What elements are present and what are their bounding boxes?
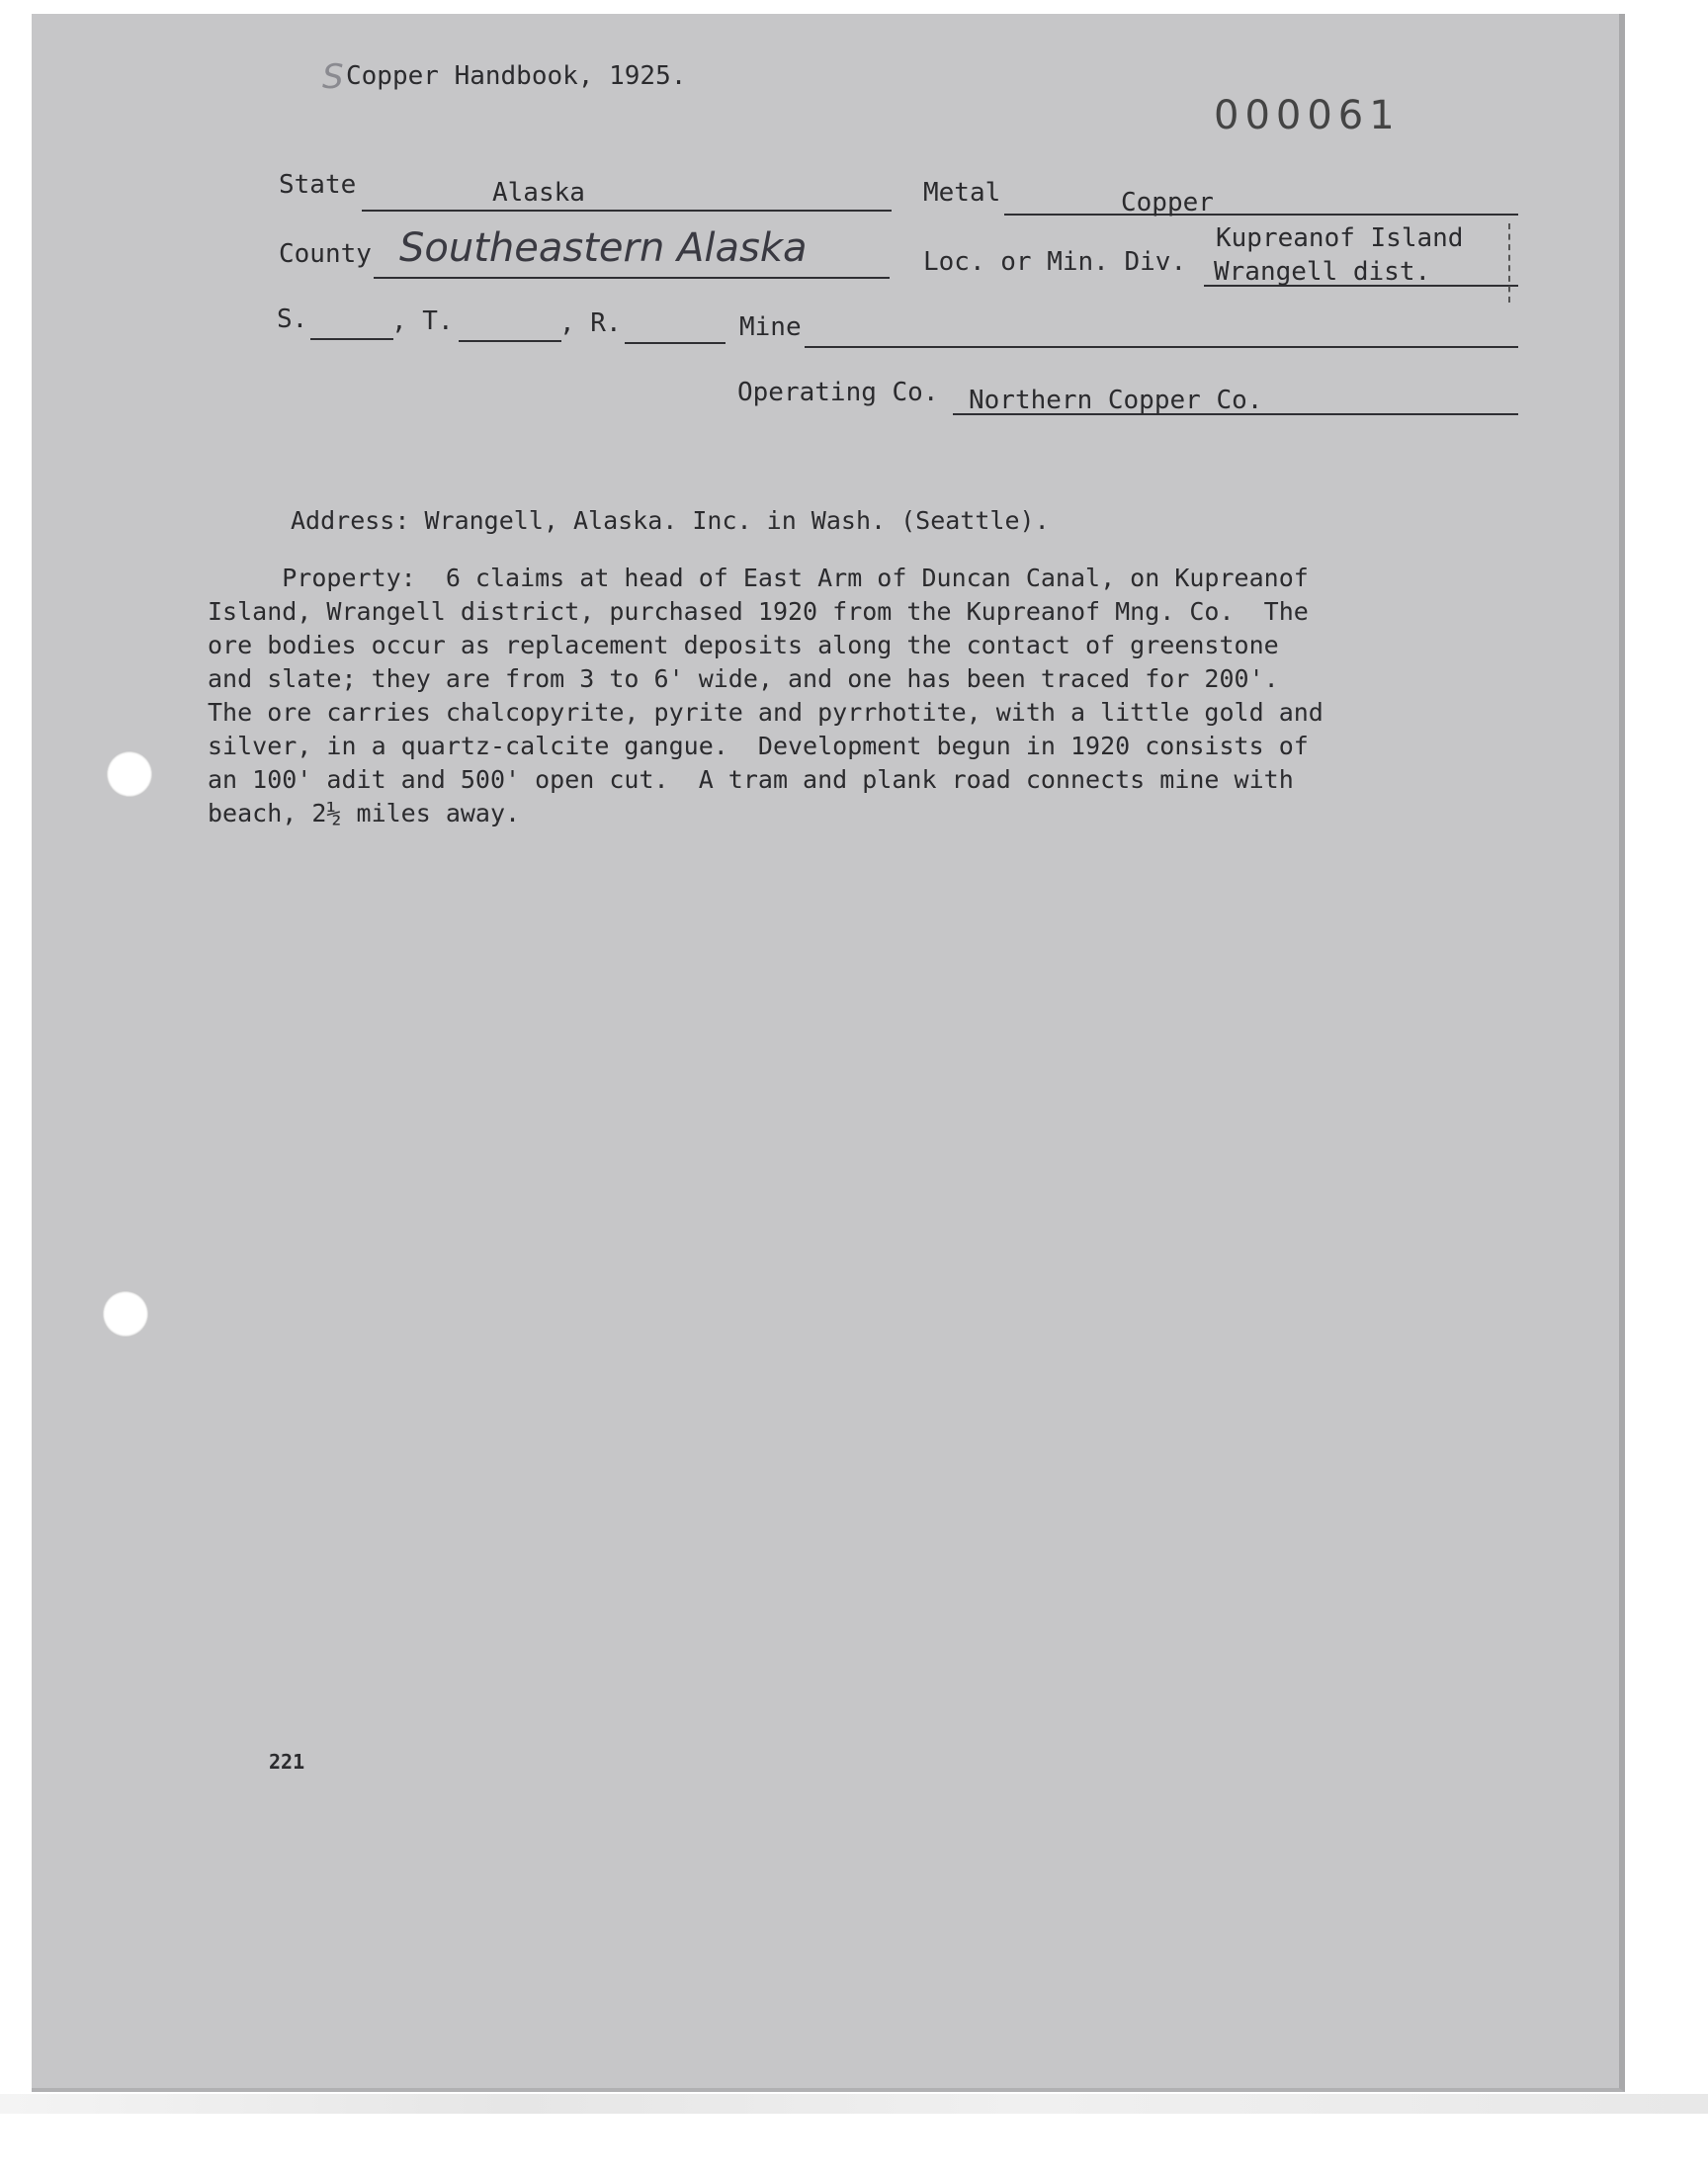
state-underline xyxy=(362,210,892,212)
range-underline xyxy=(625,342,726,344)
source-title: Copper Handbook, 1925. xyxy=(346,61,687,91)
property-paragraph xyxy=(208,562,1453,830)
state-label: State xyxy=(279,170,357,200)
property-line: an 100' adit and 500' open cut. A tram and plank road connects mine with xyxy=(208,765,1294,794)
document-number: 000061 xyxy=(1214,93,1401,138)
property-line: Island, Wrangell district, purchased 1920 from the Kupreanof Mng. Co. The xyxy=(208,597,1309,626)
metal-label: Metal xyxy=(923,178,1001,208)
county-label: County xyxy=(279,239,372,269)
range-label: , R. xyxy=(559,308,622,338)
mine-underline xyxy=(805,346,1518,348)
operating-value: Northern Copper Co. xyxy=(969,386,1263,415)
section-underline xyxy=(310,338,393,340)
punch-hole-top xyxy=(107,751,152,797)
loc-box-edge xyxy=(1508,223,1510,303)
metal-value: Copper xyxy=(1121,188,1214,218)
scan-edge xyxy=(0,2094,1708,2114)
property-line: Property: 6 claims at head of East Arm of Duncan Canal, on Kupreanof xyxy=(208,564,1309,592)
punch-hole-bottom xyxy=(103,1291,148,1337)
property-line: beach, 2½ miles away. xyxy=(208,799,521,827)
county-value: Southeastern Alaska xyxy=(399,225,808,271)
page-number: 221 xyxy=(269,1750,305,1774)
address-line: Address: Wrangell, Alaska. Inc. in Wash. (Seattle). xyxy=(291,506,1050,535)
county-underline xyxy=(374,277,890,279)
operating-label: Operating Co. xyxy=(737,378,939,407)
margin-scribble: S xyxy=(322,57,344,97)
property-line: ore bodies occur as replacement deposits along the contact of greenstone xyxy=(208,631,1279,659)
loc-underline xyxy=(1204,285,1518,287)
loc-value-line1: Kupreanof Island xyxy=(1216,223,1464,253)
property-line: and slate; they are from 3 to 6' wide, and one has been traced for 200'. xyxy=(208,664,1279,693)
state-value: Alaska xyxy=(492,178,585,208)
section-label: S. xyxy=(277,304,308,334)
property-line: silver, in a quartz-calcite gangue. Development begun in 1920 consists of xyxy=(208,732,1309,760)
metal-underline xyxy=(1004,214,1518,216)
loc-value-line2: Wrangell dist. xyxy=(1214,257,1431,287)
township-underline xyxy=(459,340,561,342)
mine-label: Mine xyxy=(739,312,802,342)
loc-label: Loc. or Min. Div. xyxy=(923,247,1187,277)
property-line: The ore carries chalcopyrite, pyrite and pyrrhotite, with a little gold and xyxy=(208,698,1324,727)
township-label: , T. xyxy=(391,306,454,336)
document-sheet xyxy=(32,14,1625,2092)
